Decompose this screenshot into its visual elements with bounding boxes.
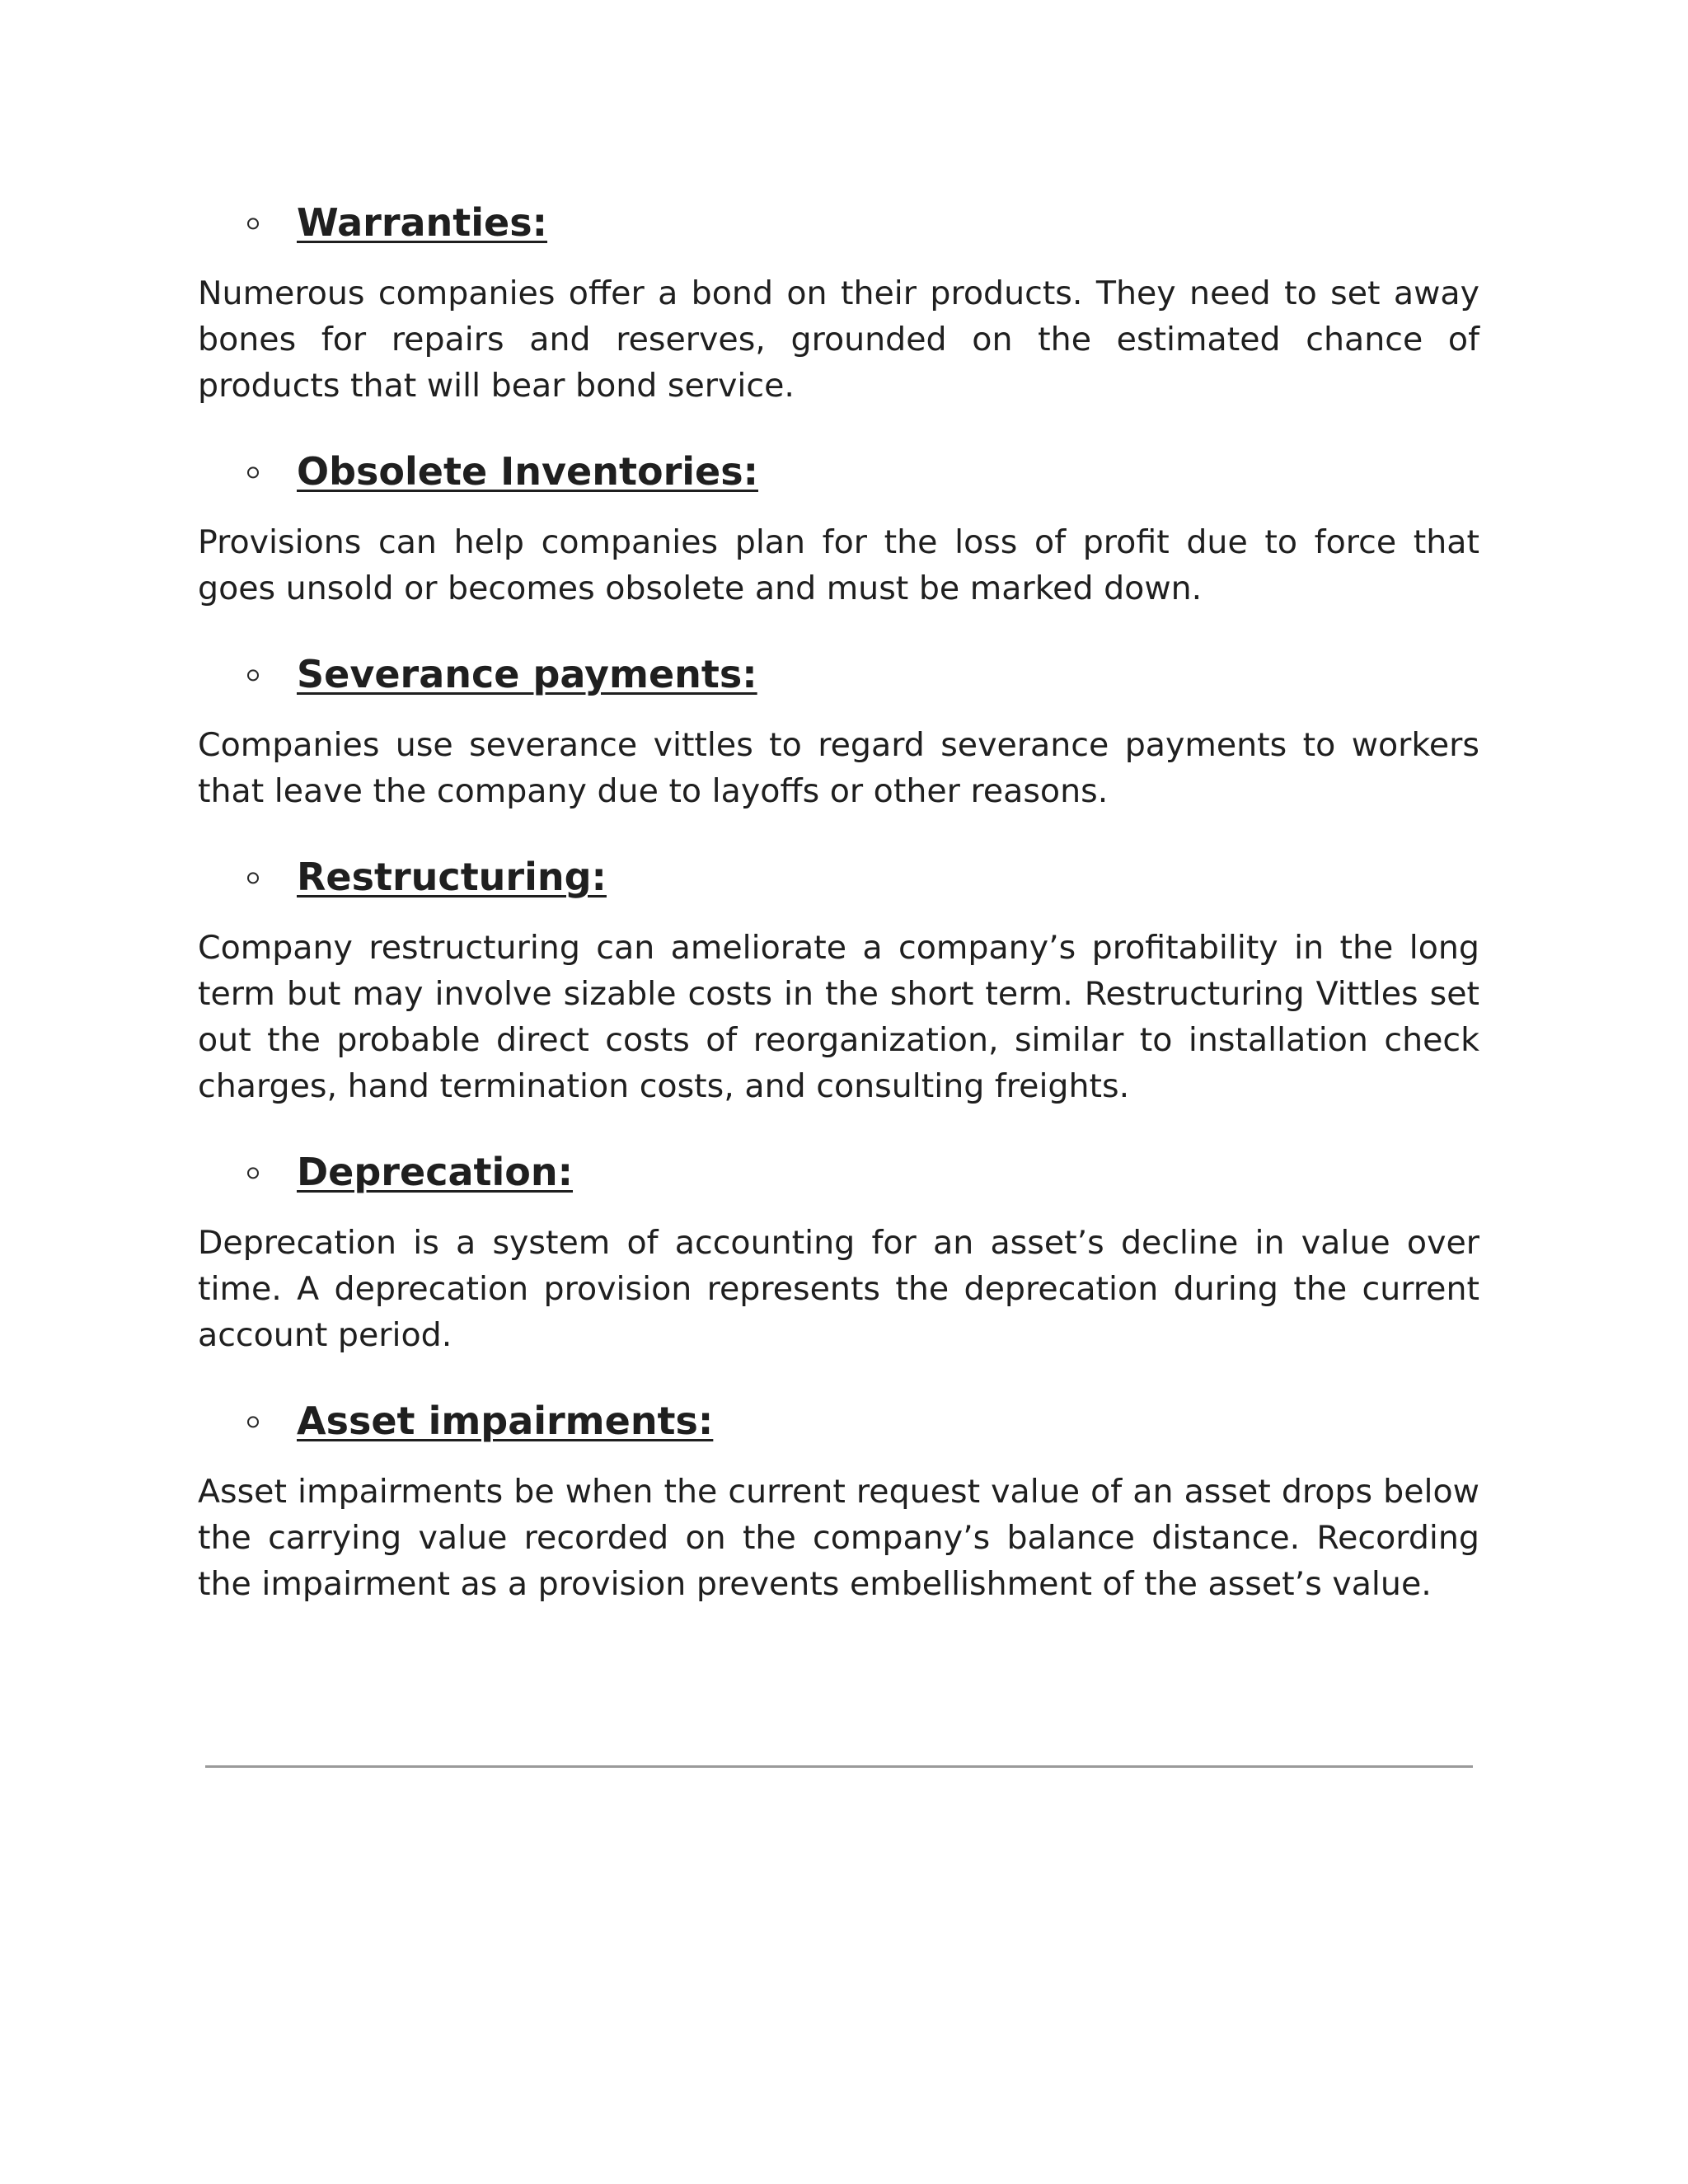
heading-row — [198, 190, 1479, 255]
heading-row — [198, 1388, 1479, 1454]
section-obsolete-inventories — [198, 438, 1479, 612]
hollow-bullet-icon — [247, 1167, 259, 1179]
section-deprecation — [198, 1139, 1479, 1358]
heading-row — [198, 641, 1479, 707]
section-heading: Deprecation: — [297, 1150, 574, 1194]
hollow-bullet-icon — [247, 218, 259, 229]
document-page — [198, 190, 1479, 1607]
heading-row — [198, 438, 1479, 504]
section-restructuring — [198, 844, 1479, 1109]
hollow-bullet-icon — [247, 872, 259, 883]
section-paragraph: Provisions can help companies plan for the loss of profit due to force that goes unsold or becomes obsolete and must be marked down. — [198, 523, 1479, 607]
hollow-bullet-icon — [247, 669, 259, 681]
hollow-bullet-icon — [247, 1416, 259, 1427]
horizontal-divider — [205, 1765, 1473, 1768]
section-asset-impairments — [198, 1388, 1479, 1607]
section-heading: Obsolete Inventories: — [297, 449, 758, 494]
section-severance-payments — [198, 641, 1479, 814]
heading-row — [198, 844, 1479, 910]
heading-row — [198, 1139, 1479, 1205]
section-paragraph: Numerous companies offer a bond on their products. They need to set away bones for repairs and reserves, grounded on the estimated chance of products that will bear bond service. — [198, 274, 1479, 405]
section-paragraph: Deprecation is a system of accounting for an asset’s decline in value over time. A deprecation provision represents the deprecation during the current account period. — [198, 1224, 1479, 1354]
section-paragraph: Company restructuring can ameliorate a company’s profitability in the long term but may involve sizable costs in the short term. Restructuring Vittles set out the probable direct costs of reorganization, similar to installation check charges, hand termination costs, and consulting freights. — [198, 929, 1479, 1105]
section-heading: Restructuring: — [297, 855, 607, 899]
section-paragraph: Asset impairments be when the current request value of an asset drops below the carrying value recorded on the company’s balance distance. Recording the impairment as a provision prevents embellishment of the asset’s value. — [198, 1473, 1479, 1603]
section-heading: Asset impairments: — [297, 1399, 714, 1443]
section-paragraph: Companies use severance vittles to regard severance payments to workers that leave the company due to layoffs or other reasons. — [198, 726, 1479, 810]
section-warranties — [198, 190, 1479, 409]
section-heading: Warranties: — [297, 200, 548, 245]
hollow-bullet-icon — [247, 466, 259, 478]
section-heading: Severance payments: — [297, 652, 757, 696]
